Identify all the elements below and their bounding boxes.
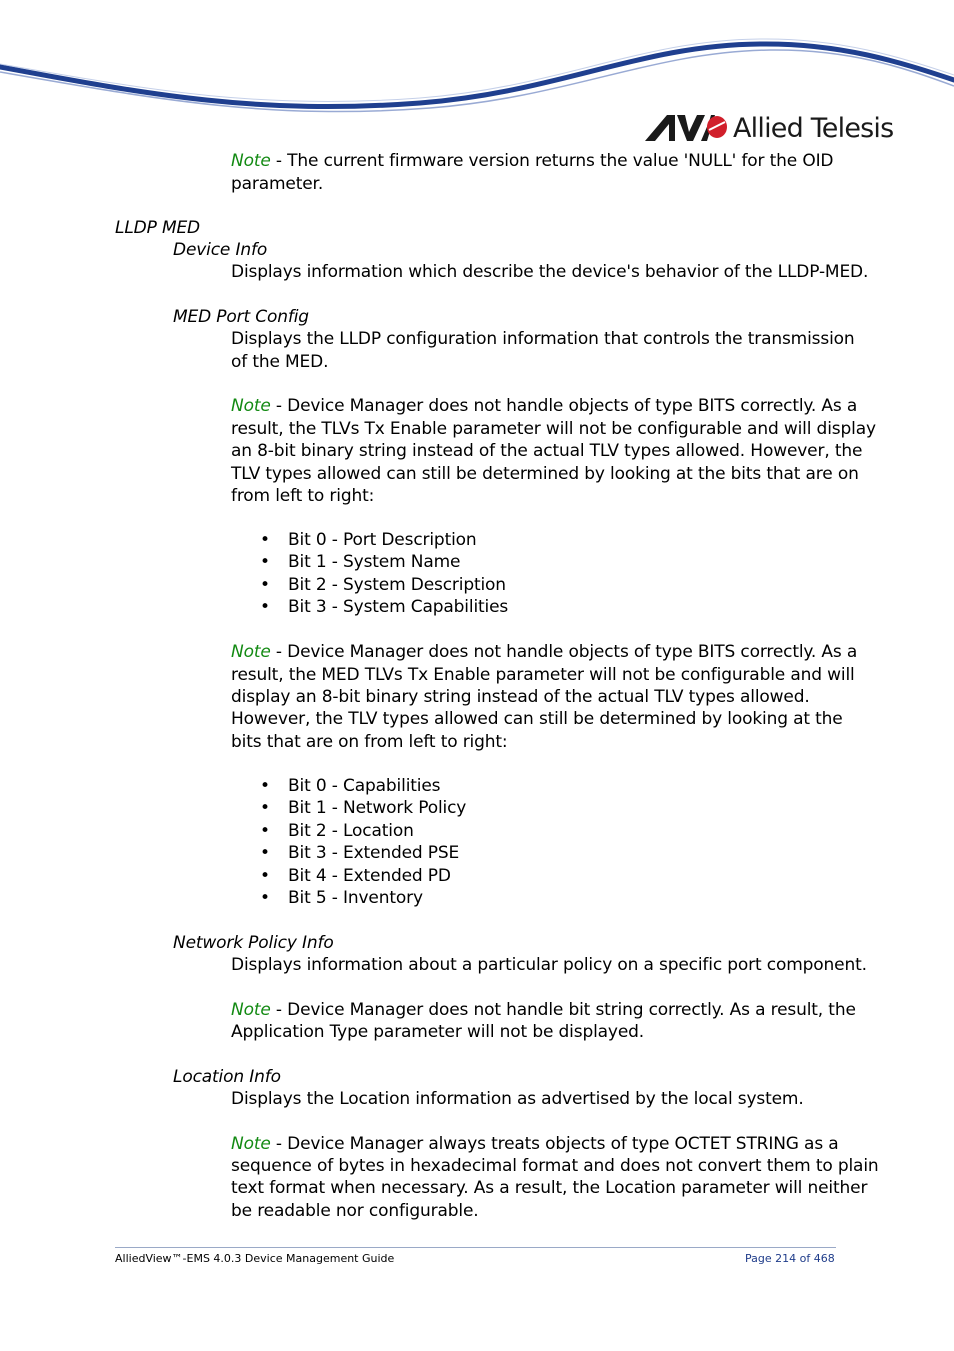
note-label: Note: [231, 1000, 271, 1020]
note-paragraph-line: result, the MED TLVs Tx Enable parameter will not be configurable and will: [231, 665, 855, 685]
note-paragraph-line: sequence of bytes in hexadecimal format and does not convert them to plain: [231, 1156, 879, 1176]
note-paragraph-line: display an 8-bit binary string instead of the actual TLV types allowed.: [231, 687, 810, 707]
note-paragraph-line: Note - Device Manager always treats objects of type OCTET STRING as a: [231, 1134, 839, 1154]
note-paragraph-line: result, the TLVs Tx Enable parameter will not be configurable and will display: [231, 419, 876, 439]
list-item: • Bit 1 - System Name: [258, 551, 508, 573]
footer-page-number: Page 214 of 468: [745, 1252, 835, 1265]
note-paragraph-line: Application Type parameter will not be displayed.: [231, 1022, 645, 1042]
list-item: • Bit 3 - System Capabilities: [258, 596, 508, 618]
intro-note-line: parameter.: [231, 174, 324, 194]
med-tlv-bit-list: [258, 775, 466, 909]
list-item: • Bit 3 - Extended PSE: [258, 842, 466, 864]
list-item: • Bit 4 - Extended PD: [258, 865, 466, 887]
note-label: Note: [231, 151, 271, 171]
note-paragraph-line: However, the TLV types allowed can still be determined by looking at the: [231, 709, 843, 729]
device-info-description: Displays information which describe the device's behavior of the LLDP-MED.: [231, 262, 869, 282]
list-item: • Bit 5 - Inventory: [258, 887, 466, 909]
note-paragraph-line: Note - Device Manager does not handle objects of type BITS correctly. As a: [231, 642, 858, 662]
med-port-config-description: of the MED.: [231, 352, 329, 372]
subsection-heading-device-info: Device Info: [173, 240, 268, 260]
tlv-bit-list: [258, 529, 508, 619]
list-item: • Bit 0 - Port Description: [258, 529, 508, 551]
note-label: Note: [231, 396, 271, 416]
subsection-heading-med-port-config: MED Port Config: [173, 307, 309, 327]
footer-divider: [115, 1247, 836, 1248]
note-label: Note: [231, 1134, 271, 1154]
list-item: • Bit 1 - Network Policy: [258, 797, 466, 819]
location-info-description: Displays the Location information as advertised by the local system.: [231, 1089, 804, 1109]
list-item: • Bit 2 - Location: [258, 820, 466, 842]
note-paragraph-line: TLV types allowed can still be determined by looking at the bits that are on: [231, 464, 859, 484]
note-paragraph-line: Note - Device Manager does not handle bit string correctly. As a result, the: [231, 1000, 856, 1020]
section-heading: LLDP MED: [115, 218, 200, 238]
footer-guide-title: AlliedView™-EMS 4.0.3 Device Management Guide: [115, 1252, 395, 1265]
note-paragraph-line: be readable nor configurable.: [231, 1201, 479, 1221]
subsection-heading-location-info: Location Info: [173, 1067, 281, 1087]
logo-mark-icon: [645, 114, 727, 142]
note-paragraph-line: text format when necessary. As a result, the Location parameter will neither: [231, 1178, 868, 1198]
network-policy-description: Displays information about a particular policy on a specific port component.: [231, 955, 867, 975]
intro-note-line: Note - The current firmware version returns the value 'NULL' for the OID: [231, 151, 834, 171]
note-label: Note: [231, 642, 271, 662]
allied-telesis-logo: [645, 108, 893, 148]
med-port-config-description: Displays the LLDP configuration information that controls the transmission: [231, 329, 855, 349]
subsection-heading-network-policy-info: Network Policy Info: [173, 933, 334, 953]
note-paragraph-line: an 8-bit binary string instead of the actual TLV types allowed. However, the: [231, 441, 863, 461]
note-paragraph-line: bits that are on from left to right:: [231, 732, 508, 752]
list-item: • Bit 2 - System Description: [258, 574, 508, 596]
list-item: • Bit 0 - Capabilities: [258, 775, 466, 797]
note-paragraph-line: Note - Device Manager does not handle objects of type BITS correctly. As a: [231, 396, 858, 416]
note-paragraph-line: from left to right:: [231, 486, 375, 506]
logo-text: Allied Telesis: [733, 112, 894, 144]
